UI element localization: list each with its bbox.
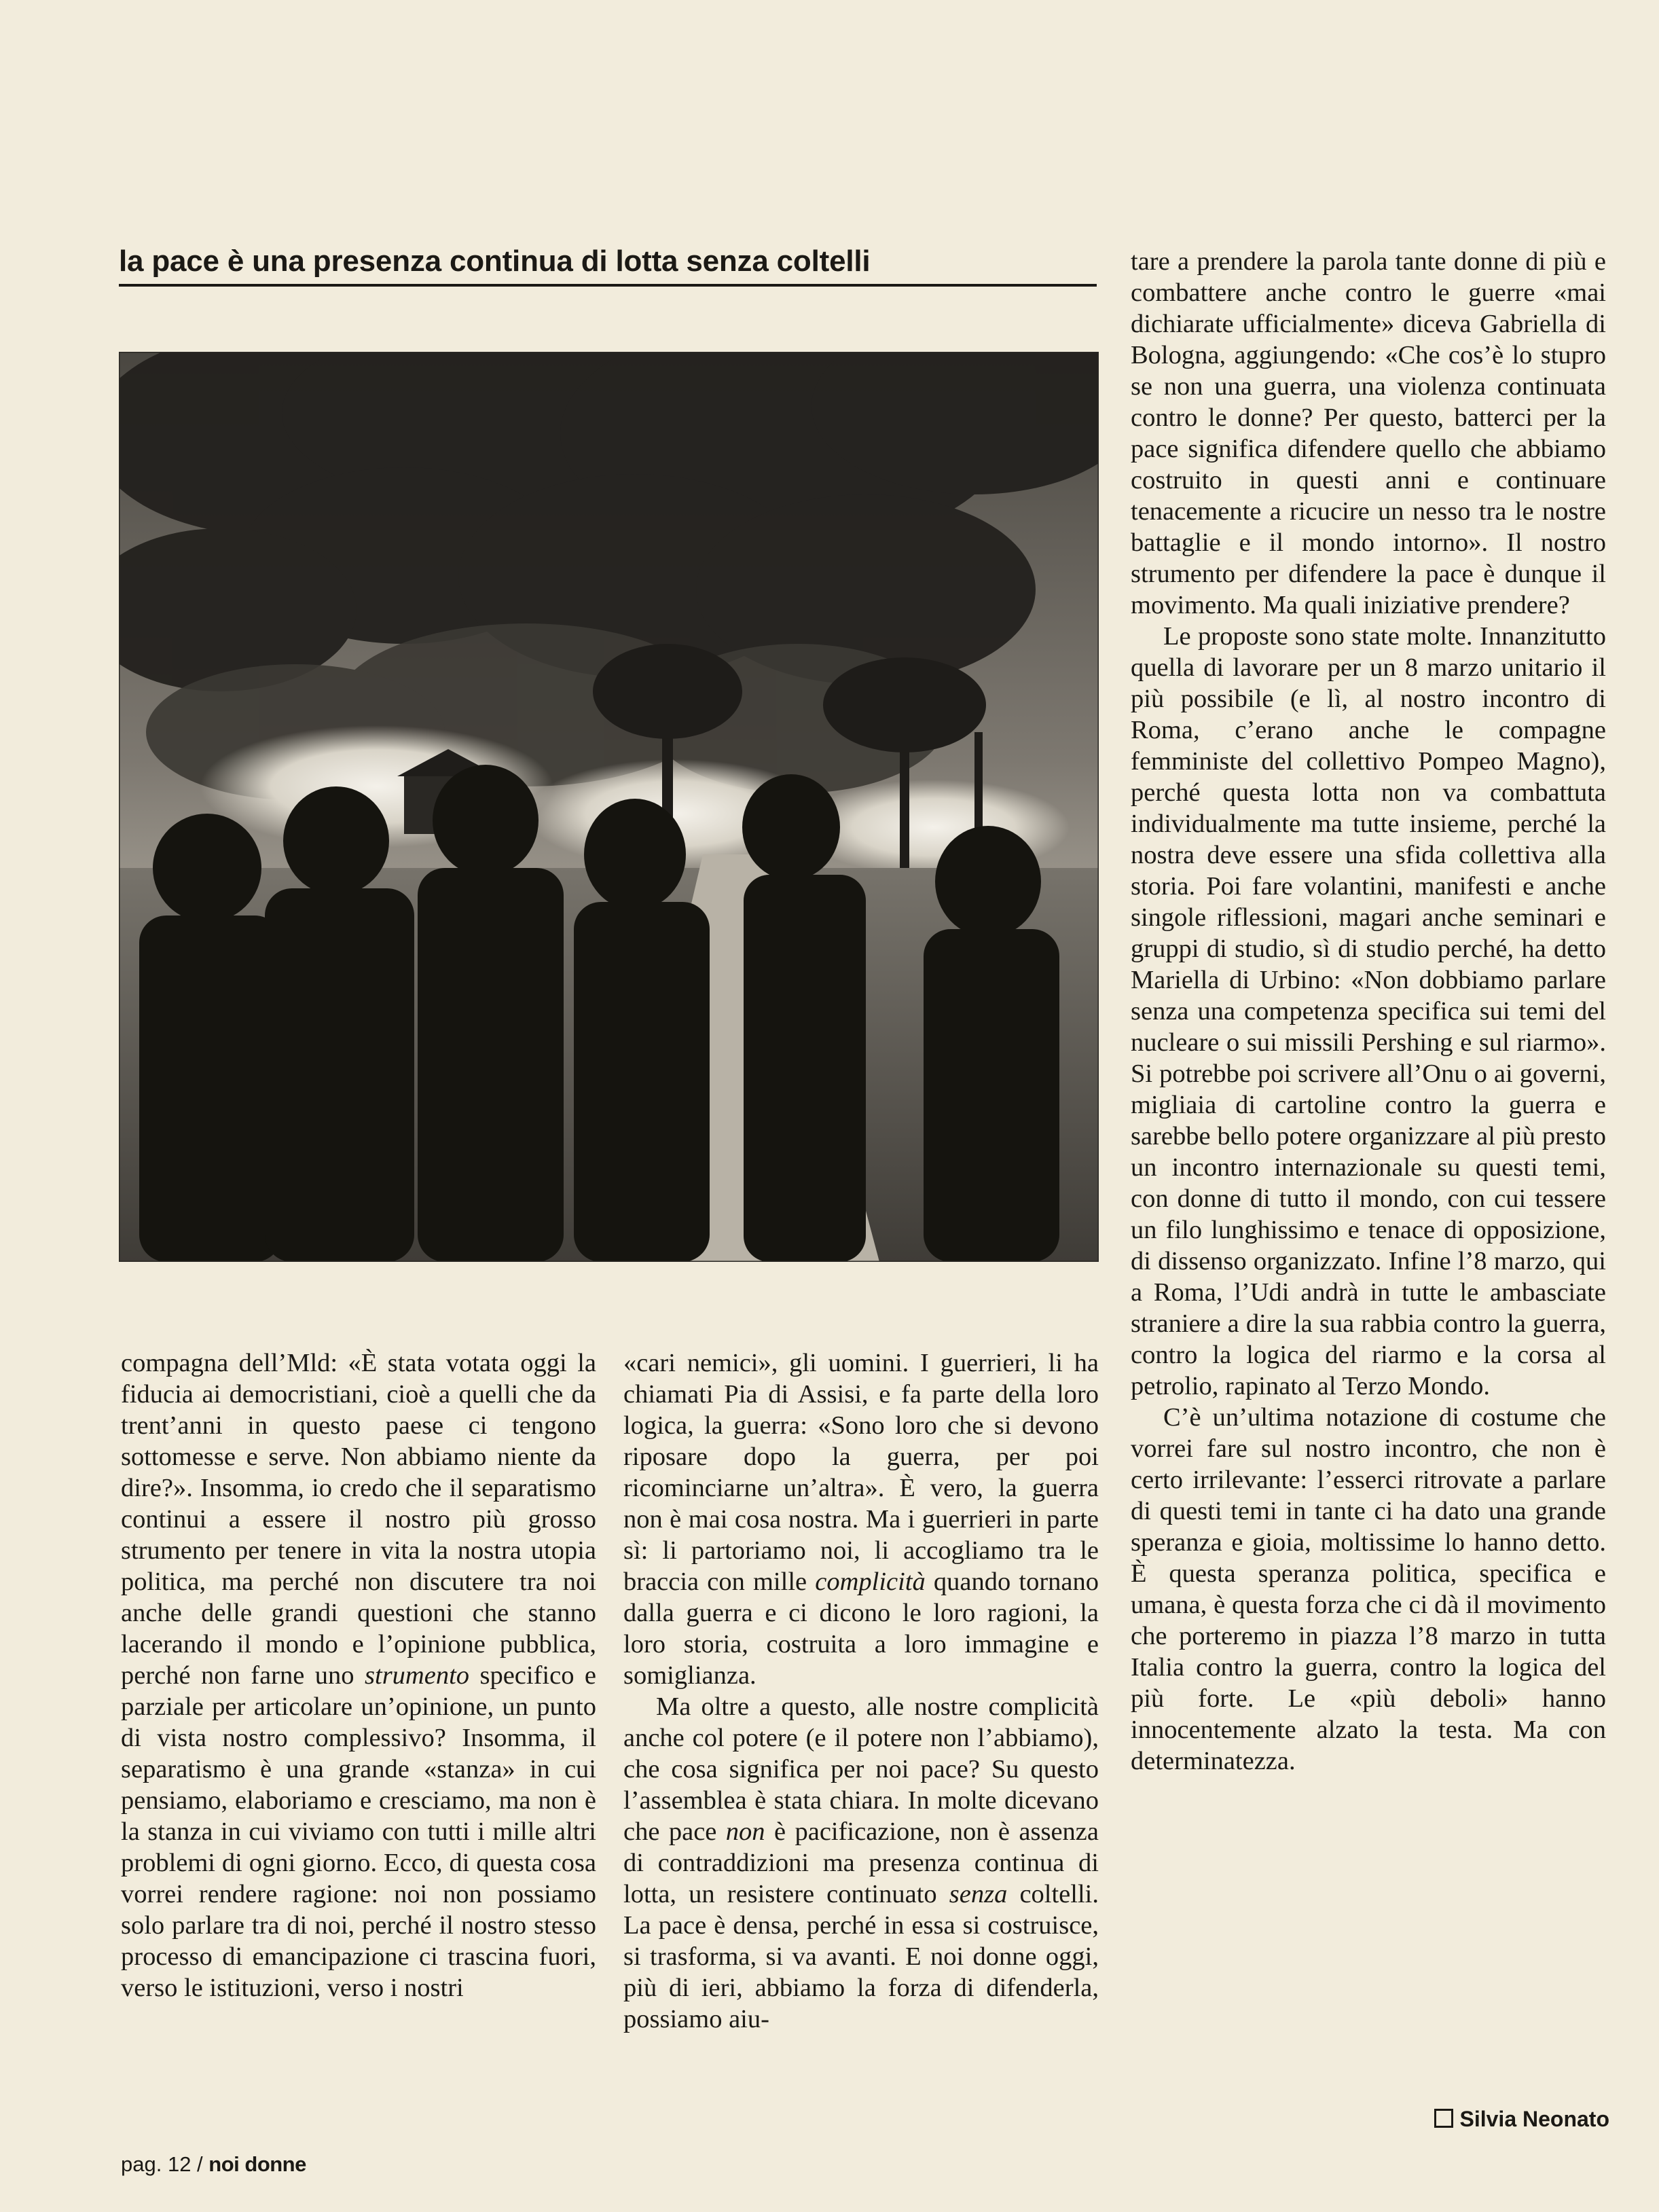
article-paragraph	[623, 1691, 1099, 2035]
paragraph-text: C’è un’ultima notazione di costume che vorrei fare sul nostro incontro, che non è certo irrilevante: l’esserci ritrovate a parlare di questi temi in tante ci ha dato una grande speranza e gioia, moltissime lo hanno detto. È questa speranza politica, specifica e umana, è questa forza che ci dà il movimento che porteremo in piazza l’8 marzo in tutta Italia contro la guerra, contro la logica del più forte. Le «più deboli» hanno innocentemente alzato la testa. Ma con determinatezza.	[1131, 1403, 1606, 1775]
author-signature	[1331, 2105, 1609, 2133]
text-column-3	[1131, 246, 1606, 1777]
magazine-name: noi donne	[208, 2152, 306, 2176]
text-column-1	[121, 1347, 596, 2004]
paragraph-text: specifico e parziale per articolare un’opinione, un punto di vista nostro complessivo? Insomma, il separatismo è una grande «stanza» in cui pensiamo, elaboriamo e cresciamo, ma non è la stanza in cui viviamo con tutti i mille altri problemi di ogni giorno. Ecco, di questa cosa vorrei rendere ragione: noi non possiamo solo parlare tra di noi, perché il nostro stesso processo di emancipazione ci trascina fuori, verso le istituzioni, verso i nostri	[121, 1661, 596, 2002]
emphasized-text: strumento	[365, 1661, 470, 1690]
page-number: pag. 12 /	[121, 2152, 203, 2176]
article-photo	[119, 352, 1099, 1262]
paragraph-text: coltelli. La pace è densa, perché in essa si costruisce, si trasforma, si va avanti. E noi donne oggi, più di ieri, abbiamo la forza di difenderla, possiamo aiu-	[623, 1880, 1099, 2033]
article-paragraph	[623, 1347, 1099, 1691]
paragraph-text: compagna dell’Mld: «È stata votata oggi la fiducia ai democristiani, cioè a quelli che da trent’anni in questo paese ci tengono sottomesse e serve. Non abbiamo niente da dire?». Insomma, io credo che il separatismo continui a essere il nostro più grosso strumento per tenere in vita la nostra utopia politica, ma perché non discutere tra noi anche delle grandi questioni che stanno lacerando il mondo e l’opinione pubblica, perché non farne uno	[121, 1349, 596, 1690]
article-paragraph	[1131, 621, 1606, 1402]
paragraph-text: è pacificazione, non è assenza di contraddizioni ma presenza continua di lotta, un resistere continuato	[623, 1817, 1099, 1908]
article-headline: la pace è una presenza continua di lotta senza coltelli	[119, 244, 871, 278]
paragraph-text: Le proposte sono state molte. Innanzitutto quella di lavorare per un 8 marzo unitario il più possibile (e lì, al nostro incontro di Roma, c’erano anche le compagne femministe del collettivo Pompeo Magno), perché questa lotta non va combattuta individualmente ma tutte insieme, perché la nostra deve essere una sfida collettiva alla storia. Poi fare volantini, manifesti e anche singole riflessioni, magari anche seminari e gruppi di studio, sì di studio perché, ha detto Mariella di Urbino: «Non dobbiamo parlare senza una competenza specifica sui temi del nucleare o sui missili Pershing e sul riarmo». Si potrebbe poi scrivere all’Onu o ai governi, migliaia di cartoline contro la guerra e sarebbe bello potere organizzare al più presto un incontro internazionale su questi temi, con donne di tutto il mondo, con cui tessere un filo lunghissimo e tenace di opposizione, di dissenso organizzato. Infine l’8 marzo, qui a Roma, l’Udi andrà in tutte le ambasciate straniere a dire la sua rabbia contro la guerra, contro la logica del riarmo e la corsa al petrolio, rapinato al Terzo Mondo.	[1131, 622, 1606, 1400]
emphasized-text: complicità	[815, 1567, 926, 1596]
war-fire-photo	[119, 352, 1099, 1262]
paragraph-text: tare a prendere la parola tante donne di più e combattere anche contro le guerre «mai dichiarate ufficialmente» diceva Gabriella di Bologna, aggiungendo: «Che cos’è lo stupro se non una guerra, una violenza continuata contro le donne? Per questo, batterci per la pace significa difendere quello che abbiamo costruito in questi anni e continuare tenacemente a ricucire un nesso tra le nostre battaglie e il mondo intorno». Il nostro strumento per difendere la pace è dunque il movimento. Ma quali iniziative prendere?	[1131, 247, 1606, 619]
article-paragraph	[1131, 246, 1606, 621]
signature-box-icon	[1434, 2109, 1453, 2128]
paragraph-text: «cari nemici», gli uomini. I guerrieri, li ha chiamati Pia di Assisi, e fa parte della loro logica, la guerra: «Sono loro che si devono riposare dopo la guerra, per poi ricominciarne un’altra». È vero, la guerra non è mai cosa nostra. Ma i guerrieri in parte sì: li partoriamo noi, li accogliamo tra le braccia con mille	[623, 1349, 1099, 1596]
paragraph-text: Ma oltre a questo, alle nostre complicità anche col potere (e il potere non l’abbiamo), che cosa significa per noi pace? Su questo l’assemblea è stata chiara. In molte dicevano che pace	[623, 1692, 1099, 1846]
headline-rule	[119, 284, 1097, 287]
paragraph-text: quando tornano dalla guerra e ci dicono le loro ragioni, la loro storia, costruita a loro immagine e somiglianza.	[623, 1567, 1099, 1690]
article-paragraph	[1131, 1402, 1606, 1777]
text-column-2	[623, 1347, 1099, 2035]
emphasized-text: non	[725, 1817, 765, 1846]
article-paragraph	[121, 1347, 596, 2004]
page-footer	[121, 2151, 306, 2178]
emphasized-text: senza	[949, 1880, 1008, 1908]
author-name: Silvia Neonato	[1459, 2107, 1609, 2131]
